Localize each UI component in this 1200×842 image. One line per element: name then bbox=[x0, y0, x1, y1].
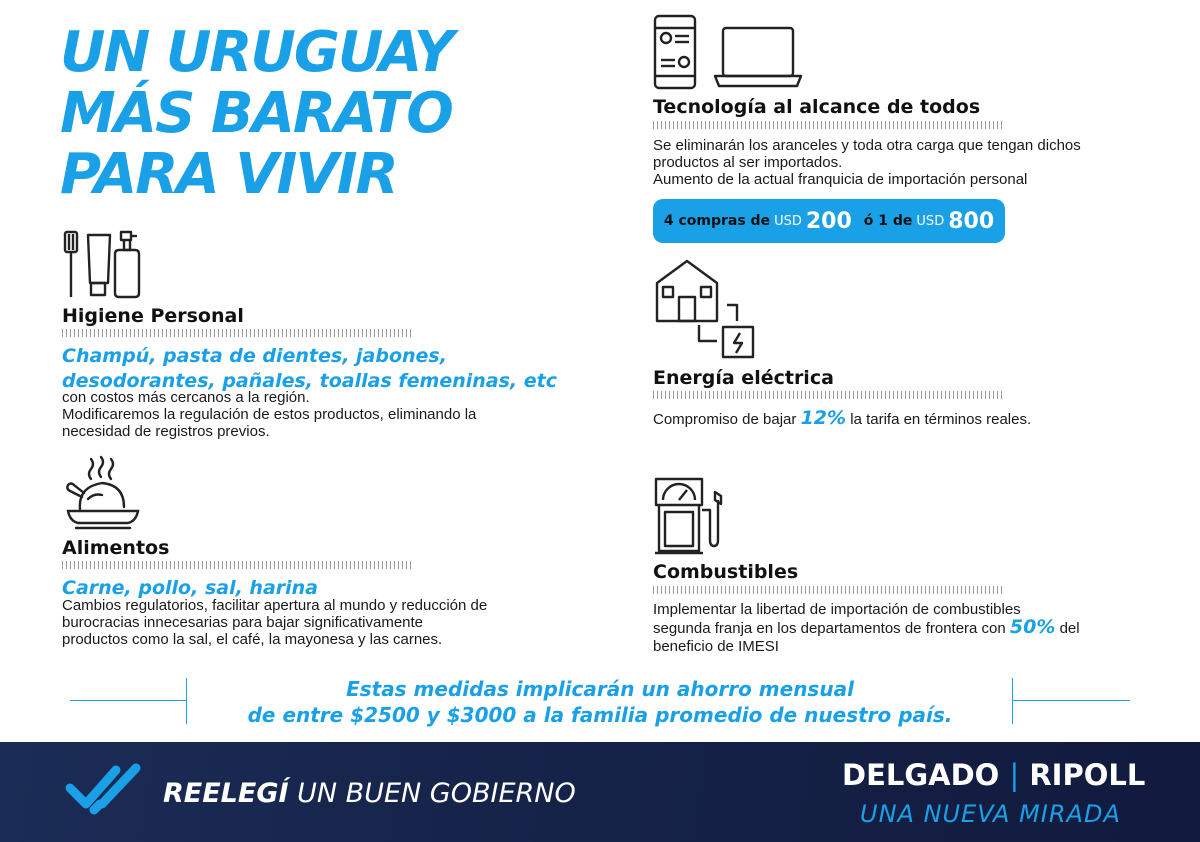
food-description-line-1: Cambios regulatorios, facilitar apertura al mundo y reducción de bbox=[62, 597, 488, 614]
fuel-description bbox=[653, 601, 1080, 655]
technology-description bbox=[653, 137, 1081, 188]
fuel-text-before: segunda franja en los departamentos de frontera con bbox=[653, 620, 1006, 637]
title-line-1: UN URUGUAY bbox=[60, 20, 453, 85]
hygiene-description bbox=[62, 389, 476, 440]
savings-right-rule bbox=[1012, 700, 1130, 701]
badge-text-2: ó 1 de bbox=[863, 213, 913, 229]
hygiene-highlight bbox=[62, 344, 557, 394]
savings-line-1: Estas medidas implicarán un ahorro mensual bbox=[346, 677, 854, 701]
hygiene-description-line-2: Modificaremos la regulación de estos productos, eliminando la bbox=[62, 406, 477, 423]
hygiene-divider bbox=[62, 329, 412, 337]
candidate-name-2: RIPOLL bbox=[1029, 758, 1146, 792]
savings-left-rule bbox=[70, 700, 186, 701]
savings-left-bracket bbox=[186, 678, 187, 724]
badge-text-1: 4 compras de bbox=[663, 213, 771, 229]
fuel-description-line-2 bbox=[653, 618, 1080, 638]
badge-amount-2: 800 bbox=[948, 208, 995, 234]
energy-text-before: Compromiso de bajar bbox=[653, 411, 797, 428]
food-description-line-2: burocracias innecesarias para bajar significativamente bbox=[62, 614, 424, 631]
badge-amount-1: 200 bbox=[805, 208, 852, 234]
energy-description bbox=[653, 406, 1031, 432]
energy-divider bbox=[653, 391, 1003, 399]
fuel-heading: Combustibles bbox=[653, 561, 799, 583]
title-line-2: MÁS BARATO bbox=[60, 81, 452, 146]
candidate-separator: | bbox=[1009, 758, 1020, 792]
phone-laptop-icon bbox=[653, 14, 803, 90]
savings-right-bracket bbox=[1012, 678, 1013, 724]
energy-reduction-value: 12% bbox=[800, 407, 847, 429]
double-checkmark-icon bbox=[64, 762, 156, 818]
technology-divider bbox=[653, 121, 1003, 129]
house-electricity-icon bbox=[653, 257, 757, 361]
hygiene-products-icon bbox=[62, 228, 148, 300]
candidate-name-1: DELGADO bbox=[842, 758, 1000, 792]
food-divider bbox=[62, 561, 412, 569]
slogan-bold: REELEGÍ bbox=[163, 778, 289, 809]
footer-banner bbox=[0, 742, 1200, 842]
fuel-description-line-1: Implementar la libertad de importación de combustibles bbox=[653, 601, 1021, 618]
energy-heading: Energía eléctrica bbox=[653, 367, 834, 389]
technology-description-line-1: Se eliminarán los aranceles y toda otra carga que tengan dichos bbox=[653, 137, 1081, 154]
badge-currency-1: USD bbox=[774, 213, 802, 229]
energy-text-after: la tarifa en términos reales. bbox=[850, 411, 1032, 428]
food-highlight: Carne, pollo, sal, harina bbox=[62, 577, 318, 599]
hygiene-highlight-line-2: desodorantes, pañales, toallas femeninas, etc bbox=[62, 370, 557, 392]
campaign-tagline: UNA NUEVA MIRADA bbox=[860, 800, 1121, 828]
fuel-benefit-value: 50% bbox=[1009, 616, 1056, 638]
slogan-rest: UN BUEN GOBIERNO bbox=[297, 778, 576, 809]
hygiene-description-line-1: con costos más cercanos a la región. bbox=[62, 389, 310, 406]
hygiene-highlight-line-1: Champú, pasta de dientes, jabones, bbox=[62, 345, 447, 367]
title-line-3: PARA VIVIR bbox=[60, 142, 397, 207]
fuel-pump-icon bbox=[653, 476, 729, 556]
page-title bbox=[60, 22, 580, 205]
food-heading: Alimentos bbox=[62, 537, 170, 559]
campaign-slogan bbox=[163, 778, 576, 809]
fuel-divider bbox=[653, 586, 1003, 594]
food-description-line-3: productos como la sal, el café, la mayonesa y las carnes. bbox=[62, 631, 443, 648]
technology-description-line-2: productos al ser importados. bbox=[653, 154, 843, 171]
food-description bbox=[62, 597, 487, 648]
import-limit-badge bbox=[653, 199, 1005, 243]
savings-line-2: de entre $2500 y $3000 a la familia promedio de nuestro país. bbox=[247, 703, 953, 727]
fuel-text-after: del bbox=[1059, 620, 1080, 637]
hygiene-heading: Higiene Personal bbox=[62, 305, 244, 327]
roast-chicken-icon bbox=[64, 457, 144, 531]
candidate-names bbox=[842, 758, 1145, 792]
hygiene-description-line-3: necesidad de registros previos. bbox=[62, 423, 270, 440]
badge-currency-2: USD bbox=[916, 213, 945, 229]
technology-heading: Tecnología al alcance de todos bbox=[653, 96, 981, 118]
savings-statement bbox=[190, 676, 1010, 728]
technology-description-line-3: Aumento de la actual franquicia de importación personal bbox=[653, 171, 1028, 188]
fuel-description-line-3: beneficio de IMESI bbox=[653, 638, 779, 655]
